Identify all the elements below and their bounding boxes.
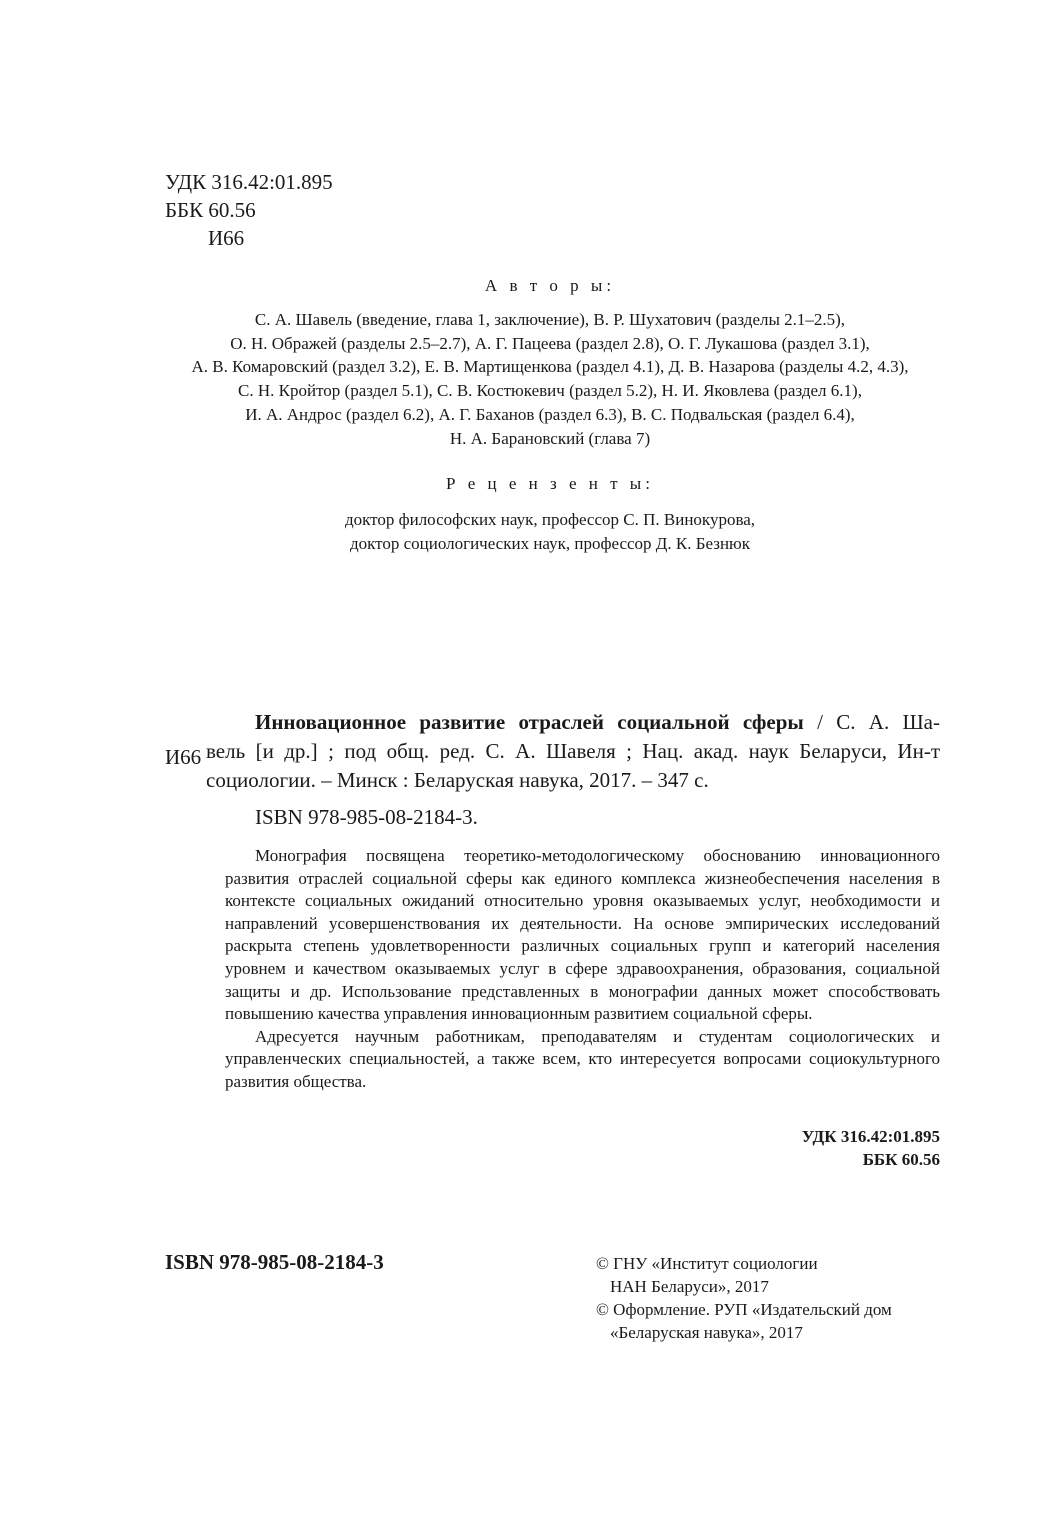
copyright-line: © Оформление. РУП «Издательский дом [596, 1300, 892, 1319]
reviewer-line: доктор социологических наук, профессор Д. К. Безнюк [349, 534, 751, 553]
reviewers-list [130, 508, 970, 556]
author-line: О. Н. Ображей (разделы 2.5–2.7), А. Г. Пацеева (раздел 2.8), О. Г. Лукашова (раздел 3.1), [230, 333, 870, 353]
bbk-code: ББК 60.56 [165, 198, 256, 222]
isbn-line: ISBN 978-985-08-2184-3. [255, 805, 478, 829]
udk-code: УДК 316.42:01.895 [165, 170, 333, 194]
bibliographic-record [206, 708, 940, 795]
bbk-code-bottom: ББК 60.56 [862, 1150, 940, 1169]
author-mark: И66 [208, 226, 245, 250]
author-line: А. В. Комаровский (раздел 3.2), Е. В. Мартищенкова (раздел 4.1), Д. В. Назарова (разделы 4.2, 4.3), [191, 357, 909, 377]
author-line: С. Н. Кройтор (раздел 5.1), С. В. Костюкевич (раздел 5.2), Н. И. Яковлева (раздел 6.1), [238, 381, 862, 401]
udk-code-bottom: УДК 316.42:01.895 [801, 1127, 940, 1146]
copyright-block [596, 1252, 892, 1344]
reviewer-line: доктор философских наук, профессор С. П. Винокурова, [344, 510, 756, 529]
author-line: С. А. Шавель (введение, глава 1, заключение), В. Р. Шухатович (разделы 2.1–2.5), [254, 310, 846, 329]
copyright-line: «Беларуская навука», 2017 [610, 1323, 803, 1342]
bibliography-first-line [255, 708, 940, 737]
authors-heading: А в т о р ы: [484, 276, 616, 295]
authors-list [130, 308, 970, 450]
annotation-paragraph: Монография посвящена теоретико-методологическому обоснованию инновационного развития отраслей социальной сферы как единого комплекса жизнеобеспечения населения в контексте социальных ожиданий относительно уровня оказываемых услуг, необходимости и направлений усовершенствования их деятельности. На основе эмпирических исследований раскрыта степень удовлетворенности различных социальных групп и категорий населения уровнем и качеством оказываемых услуг в сфере здравоохранения, образования, социальной защиты и др. Использование представленных в монографии данных может способствовать повышению качества управления инновационным развитием социальной сферы. [225, 846, 940, 1024]
annotation [225, 845, 940, 1094]
bibliography-author-mark: И66 [165, 745, 202, 769]
bibliography-first-tail: / С. А. Ша- [803, 710, 940, 734]
bibliography-rest: вель [и др.] ; под общ. ред. С. А. Шавеля ; Нац. акад. наук Беларуси, Ин-т социологии. – Минск : Беларуская навука, 2017. – 347 с. [206, 739, 940, 792]
copyright-line: НАН Беларуси», 2017 [610, 1277, 769, 1296]
copyright-line: © ГНУ «Институт социологии [596, 1254, 818, 1273]
author-line: И. А. Андрос (раздел 6.2), А. Г. Баханов (раздел 6.3), В. С. Подвальская (раздел 6.4), [245, 404, 855, 424]
reviewers-heading: Р е ц е н з е н т ы: [446, 474, 654, 493]
isbn-footer: ISBN 978-985-08-2184-3 [165, 1250, 384, 1274]
annotation-paragraph: Адресуется научным работникам, преподавателям и студентам социологических и управленческих специальностей, а также всем, кто интересуется вопросами социокультурного развития общества. [225, 1026, 940, 1091]
book-title: Инновационное развитие отраслей социальной сферы [255, 710, 804, 734]
author-line: Н. А. Барановский (глава 7) [449, 428, 651, 448]
